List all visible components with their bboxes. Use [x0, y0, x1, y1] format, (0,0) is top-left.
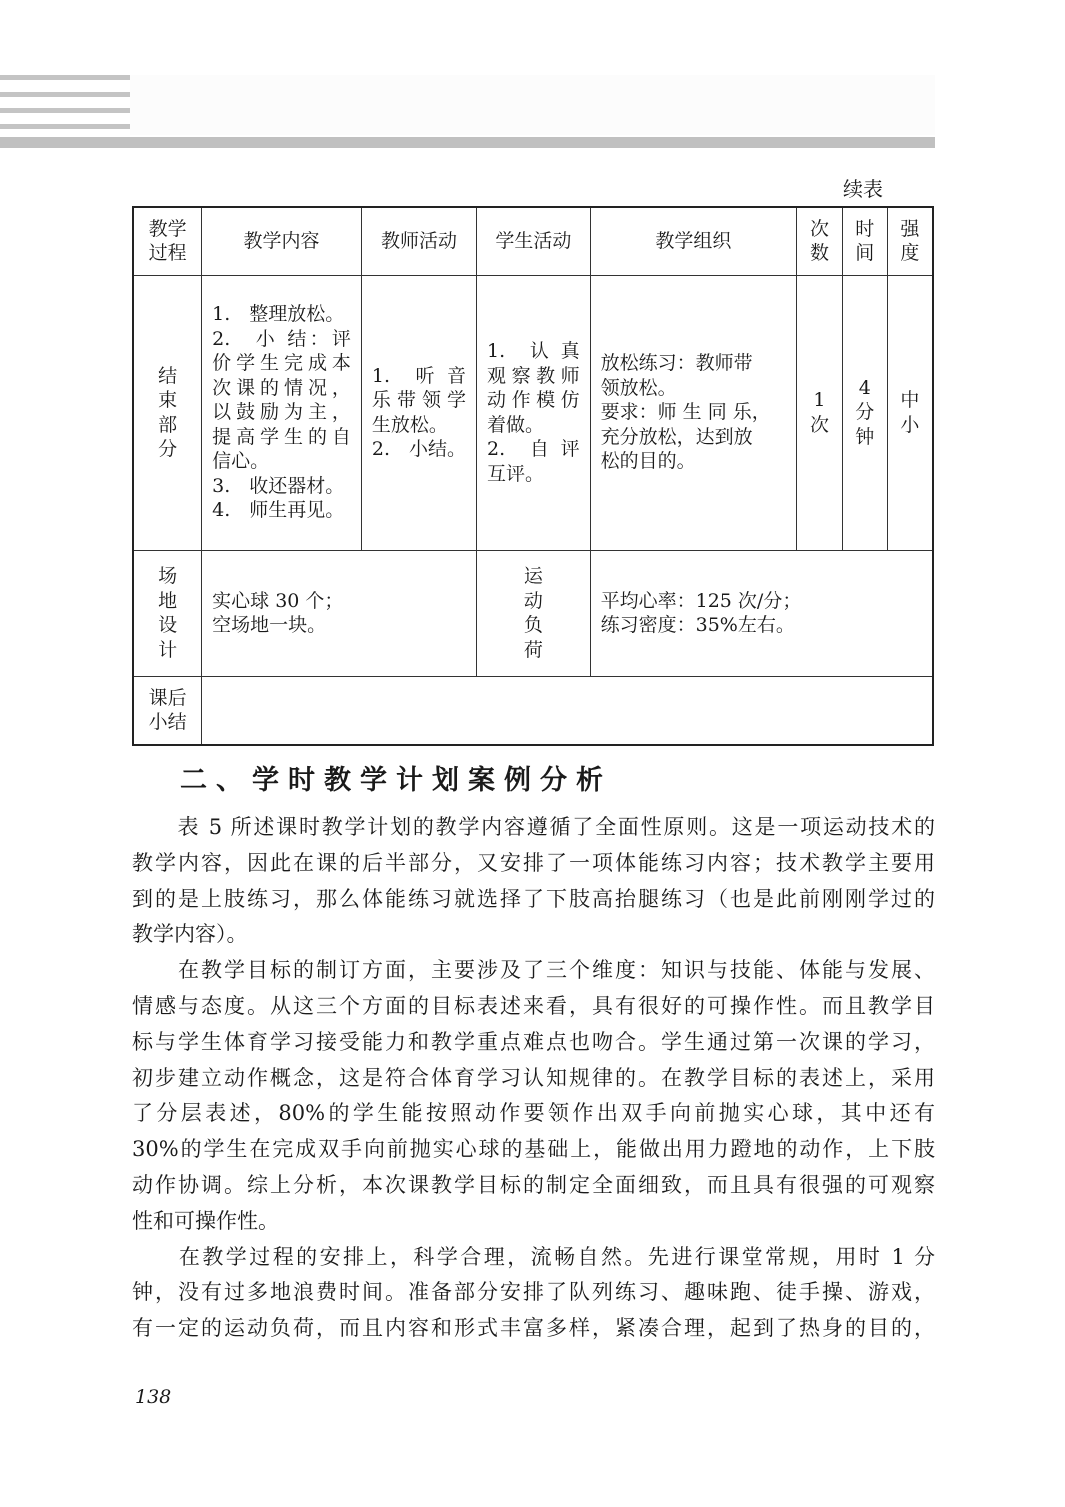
header-bar	[0, 137, 935, 148]
cell-line: 动	[523, 589, 543, 612]
cell-line: 小结	[148, 711, 187, 734]
cell-line: 中	[900, 389, 920, 411]
cell-line: 荷	[523, 638, 543, 661]
text-line: 钟，没有过多地浪费时间。准备部分安排了队列练习、趣味跑、徒手操、游戏，	[132, 1280, 935, 1305]
cell-line: 互评。	[487, 462, 545, 485]
header-student	[477, 207, 591, 275]
cell-line: 乐带领学	[371, 389, 467, 411]
cell-line: 次课的情况，	[212, 376, 351, 399]
cell-line: 松的目的。	[600, 450, 696, 473]
cell-line: 3. 收还器材。	[212, 474, 345, 497]
page-number: 138	[135, 1386, 172, 1408]
cell-line: 4	[858, 376, 871, 399]
paragraph	[132, 953, 935, 1239]
cell-line: 2. 小结。	[371, 438, 467, 460]
text-line: 性和可操作性。	[132, 1208, 279, 1233]
lesson-plan-table	[132, 206, 934, 746]
ending-row	[133, 275, 933, 550]
cell-line: 动作模仿	[487, 389, 580, 411]
cell-line: 充分放松，达到放	[600, 425, 753, 448]
cell-line: 课后	[148, 686, 187, 709]
cell-line: 过程	[148, 242, 187, 265]
text-line: 情感与态度。从这三个方面的目标表述来看，具有很好的可操作性。而且教学目	[132, 993, 935, 1018]
text-line: 初步建立动作概念，这是符合体育学习认知规律的。在教学目标的表述上，采用	[132, 1065, 935, 1090]
cell-line: 次	[809, 217, 829, 240]
organization-cell	[590, 275, 796, 550]
cell-line: 场	[158, 565, 178, 587]
cell-line: 价学生完成本	[212, 352, 351, 375]
cell-line: 学生活动	[495, 230, 572, 252]
cell-line: 2. 小 结：评	[212, 327, 351, 350]
summary-label	[133, 676, 202, 745]
cell-line: 教学内容	[243, 230, 320, 252]
continued-label: 续表	[843, 177, 883, 201]
cell-line: 小	[900, 413, 920, 436]
summary-row	[133, 676, 933, 745]
load-label	[477, 550, 591, 676]
cell-line: 地	[158, 589, 178, 612]
cell-line: 1. 听 音	[371, 364, 467, 387]
cell-line: 信心。	[212, 450, 270, 473]
cell-line: 以鼓励为主，	[212, 401, 351, 424]
cell-line: 教学组织	[655, 230, 732, 252]
cell-line: 钟	[855, 425, 875, 448]
cell-line: 要求：师 生 同 乐，	[600, 401, 771, 424]
text-line: 标与学生体育学习接受能力和教学重点难点也吻合。学生通过第一次课的学习，	[132, 1029, 935, 1054]
header-teacher	[361, 207, 476, 275]
summary-cell	[202, 676, 933, 745]
cell-line: 束	[158, 389, 178, 411]
text-line: 到的是上肢练习，那么体能练习就选择了下肢高抬腿练习（也是此前刚刚学过的	[132, 886, 935, 911]
cell-line: 1. 整理放松。	[212, 303, 345, 326]
section-heading: 二、学时教学计划案例分析	[180, 765, 612, 796]
cell-line: 4. 师生再见。	[212, 499, 345, 522]
stage-cell	[133, 275, 202, 550]
text-line: 在教学过程的安排上，科学合理，流畅自然。先进行课堂常规，用时 1 分	[132, 1244, 935, 1269]
load-cell	[590, 550, 933, 676]
text-line: 动作协调。综上分析，本次课教学目标的制定全面细致，而且具有很强的可观察	[132, 1172, 935, 1197]
cell-line: 空场地一块。	[212, 614, 327, 636]
cell-line: 次	[809, 413, 829, 436]
cell-line: 计	[158, 638, 178, 661]
intensity-cell	[887, 275, 933, 550]
cell-line: 数	[809, 242, 829, 265]
header-stripe	[0, 124, 130, 129]
text-line: 教学内容，因此在课的后半部分，又安排了一项体能练习内容；技术教学主要用	[132, 850, 935, 875]
text-line: 表 5 所述课时教学计划的教学内容遵循了全面性原则。这是一项运动技术的	[132, 815, 935, 839]
cell-line: 时	[855, 217, 875, 240]
header-band	[130, 75, 935, 135]
header-stripe	[0, 108, 130, 113]
header-process	[133, 207, 202, 275]
cell-line: 2. 自 评	[487, 438, 580, 460]
cell-line: 度	[900, 242, 920, 265]
cell-line: 练习密度：35%左右。	[600, 614, 795, 636]
text-line: 了分层表述，80%的学生能按照动作要领作出双手向前抛实心球，其中还有	[132, 1101, 935, 1126]
header-times	[797, 207, 843, 275]
header-content	[202, 207, 362, 275]
text-line: 有一定的运动负荷，而且内容和形式丰富多样，紧凑合理，起到了热身的目的，	[132, 1316, 935, 1341]
cell-line: 平均心率：125 次/分；	[600, 589, 802, 612]
cell-line: 教师活动	[380, 230, 457, 252]
venue-cell	[202, 550, 477, 676]
content-cell	[202, 275, 362, 550]
cell-line: 教学	[148, 217, 187, 240]
header-duration	[842, 207, 887, 275]
cell-line: 观察教师	[487, 364, 580, 387]
cell-line: 负	[523, 614, 543, 636]
cell-line: 放松练习：教师带	[600, 352, 753, 375]
teacher-cell	[361, 275, 476, 550]
cell-line: 结	[158, 364, 178, 387]
paragraph	[132, 810, 935, 953]
cell-line: 1	[813, 389, 826, 411]
text-line: 教学内容）。	[132, 922, 248, 947]
header-intensity	[887, 207, 933, 275]
cell-line: 间	[855, 242, 875, 265]
cell-line: 分	[158, 438, 178, 460]
text-line: 30%的学生在完成双手向前抛实心球的基础上，能做出用力蹬地的动作，上下肢	[132, 1137, 935, 1162]
cell-line: 着做。	[487, 413, 545, 436]
cell-line: 强	[900, 217, 920, 240]
venue-label	[133, 550, 202, 676]
cell-line: 部	[158, 413, 178, 436]
paragraph	[132, 1240, 935, 1347]
cell-line: 实心球 30 个；	[212, 589, 344, 612]
venue-row	[133, 550, 933, 676]
cell-line: 设	[158, 614, 178, 636]
cell-line: 生放松。	[371, 413, 448, 436]
text-line: 在教学目标的制订方面，主要涉及了三个维度：知识与技能、体能与发展、	[132, 958, 935, 983]
header-stripe	[0, 75, 130, 80]
header-organization	[590, 207, 796, 275]
cell-line: 分	[855, 401, 875, 424]
student-cell	[477, 275, 591, 550]
body-text	[132, 810, 935, 1347]
header-stripe	[0, 92, 130, 97]
cell-line: 领放松。	[600, 376, 677, 399]
cell-line: 运	[523, 565, 543, 587]
duration-cell	[842, 275, 887, 550]
header-row	[133, 207, 933, 275]
times-cell	[797, 275, 843, 550]
cell-line: 1. 认 真	[487, 340, 580, 362]
cell-line: 提高学生的自	[212, 425, 351, 448]
